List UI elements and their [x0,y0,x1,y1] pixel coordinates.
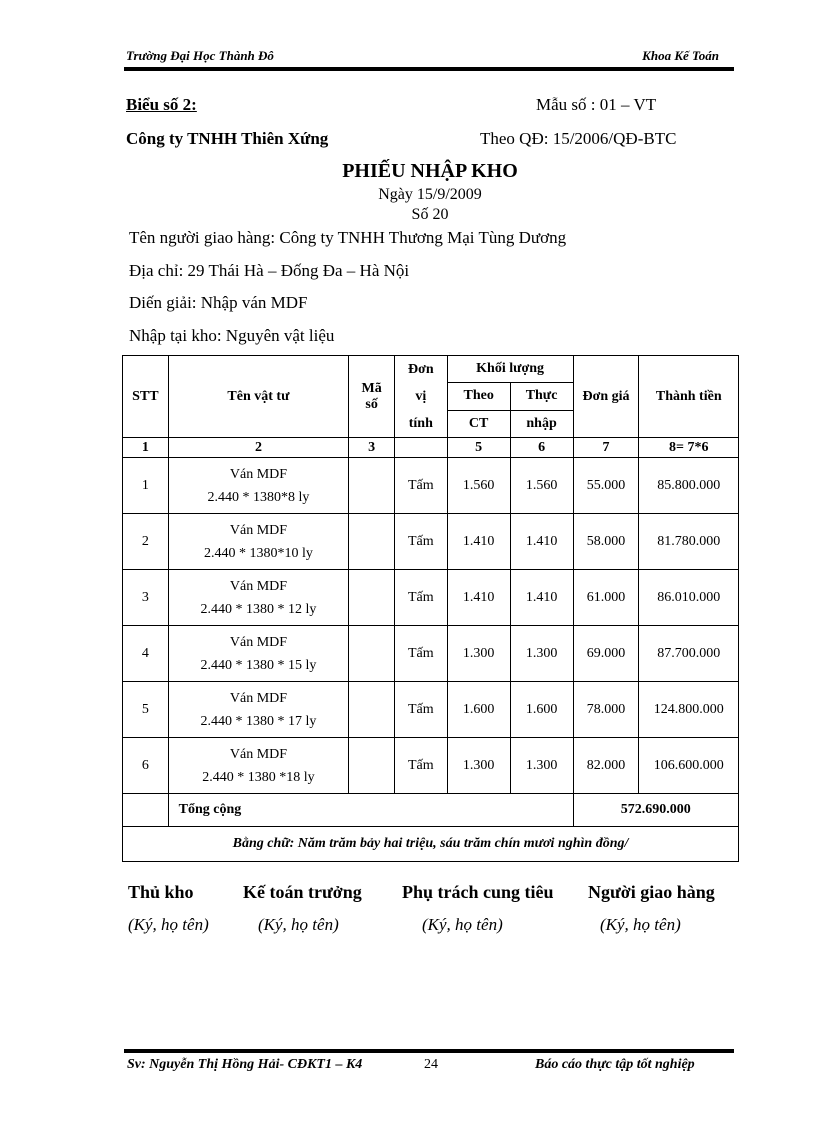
row-qty-doc: 1.300 [447,738,510,794]
header-rule [124,67,734,71]
row-unit: Tấm [394,570,447,626]
row-qty-act: 1.560 [510,458,573,514]
col-code-line1: Mã [361,380,382,396]
row-price: 58.000 [573,514,639,570]
index-cell: 6 [510,438,573,458]
index-cell: 3 [349,438,395,458]
item-size: 2.440 * 1380 *18 ly [202,769,315,785]
signature-note: (Ký, họ tên) [258,915,339,934]
row-qty-act: 1.300 [510,626,573,682]
col-qty-act-top: Thực [510,383,573,410]
footer-rule [124,1049,734,1053]
col-qty-doc-bottom: CT [447,410,510,437]
item-name: Ván MDF [229,746,288,762]
row-qty-act: 1.300 [510,738,573,794]
row-amount: 87.700.000 [639,626,739,682]
item-size: 2.440 * 1380*8 ly [207,489,310,505]
col-qty-doc-top: Theo [447,383,510,410]
page-header [126,48,719,68]
item-size: 2.440 * 1380 * 15 ly [200,657,317,673]
amount-in-words: Bằng chữ: Năm trăm bảy hai triệu, sáu trăm chín mươi nghìn đồng/ [123,827,739,862]
index-cell: 7 [573,438,639,458]
index-row [123,438,739,458]
document-number: Số 20 [411,206,449,223]
row-code [349,626,395,682]
form-label: Biểu số 2: [126,95,197,114]
total-label: Tổng cộng [168,794,573,827]
header-faculty: Khoa Kế Toán [642,48,719,63]
warehouse-line: Nhập tại kho: Nguyên vật liệu [129,326,335,345]
row-price: 55.000 [573,458,639,514]
row-item-name [168,570,349,626]
row-stt: 5 [123,682,169,738]
amount-in-words-row [123,827,739,862]
total-row [123,794,739,827]
col-code [349,356,395,438]
item-name: Ván MDF [229,690,288,706]
col-price: Đơn giá [573,356,639,438]
index-cell: 8= 7*6 [639,438,739,458]
col-stt: STT [123,356,169,438]
signature-storekeeper: Thủ kho [128,882,194,902]
footer-report-title: Báo cáo thực tập tốt nghiệp [535,1057,695,1072]
col-unit-line1: Đơn [407,362,434,377]
signature-note: (Ký, họ tên) [128,915,209,934]
row-code [349,514,395,570]
row-stt: 6 [123,738,169,794]
col-amount: Thành tiền [639,356,739,438]
table-row [123,682,739,738]
row-item-name [168,514,349,570]
row-code [349,458,395,514]
deliverer-line: Tên người giao hàng: Công ty TNHH Thương Mại Tùng Dương [129,228,567,247]
row-item-name [168,626,349,682]
row-qty-doc: 1.410 [447,570,510,626]
col-unit-line2: vị [415,389,427,404]
company-name: Công ty TNHH Thiên Xứng [126,129,329,148]
row-amount: 81.780.000 [639,514,739,570]
item-size: 2.440 * 1380 * 17 ly [200,713,317,729]
item-size: 2.440 * 1380*10 ly [204,545,313,561]
explanation-line: Diến giải: Nhập ván MDF [129,293,308,312]
row-unit: Tấm [394,682,447,738]
row-amount: 106.600.000 [639,738,739,794]
row-unit: Tấm [394,514,447,570]
footer-student: Sv: Nguyễn Thị Hồng Hải- CĐKT1 – K4 [127,1057,363,1072]
receipt-table [122,355,739,862]
item-name: Ván MDF [229,578,288,594]
row-code [349,682,395,738]
index-cell: 5 [447,438,510,458]
item-name: Ván MDF [229,634,288,650]
row-unit: Tấm [394,626,447,682]
table-header-row [123,356,739,383]
address-line: Địa chỉ: 29 Thái Hà – Đống Đa – Hà Nội [129,261,410,280]
row-item-name [168,682,349,738]
table-row [123,458,739,514]
row-code [349,570,395,626]
index-cell: 1 [123,438,169,458]
col-quantity: Khối lượng [447,356,573,383]
row-price: 82.000 [573,738,639,794]
col-unit [394,356,447,438]
index-cell [394,438,447,458]
row-qty-act: 1.600 [510,682,573,738]
row-qty-doc: 1.300 [447,626,510,682]
total-blank [123,794,169,827]
row-stt: 1 [123,458,169,514]
signature-note: (Ký, họ tên) [422,915,503,934]
row-qty-act: 1.410 [510,570,573,626]
row-amount: 85.800.000 [639,458,739,514]
row-amount: 86.010.000 [639,570,739,626]
row-price: 61.000 [573,570,639,626]
row-qty-act: 1.410 [510,514,573,570]
col-qty-act-bottom: nhập [510,410,573,437]
col-unit-line3: tính [408,416,433,431]
row-stt: 3 [123,570,169,626]
row-qty-doc: 1.560 [447,458,510,514]
row-qty-doc: 1.600 [447,682,510,738]
table-row [123,626,739,682]
document-date: Ngày 15/9/2009 [378,186,482,203]
row-qty-doc: 1.410 [447,514,510,570]
row-item-name [168,458,349,514]
item-name: Ván MDF [229,466,288,482]
template-number: Mẫu số : 01 – VT [536,95,657,114]
signature-supply-manager: Phụ trách cung tiêu [402,882,554,902]
header-school: Trường Đại Học Thành Đô [126,48,274,63]
table-row [123,738,739,794]
col-name: Tên vật tư [168,356,349,438]
row-unit: Tấm [394,738,447,794]
signature-note: (Ký, họ tên) [600,915,681,934]
total-amount: 572.690.000 [573,794,738,827]
table-row [123,570,739,626]
signature-chief-accountant: Kế toán trưởng [243,882,362,902]
decision-ref: Theo QĐ: 15/2006/QĐ-BTC [480,129,677,148]
footer-page-number: 24 [424,1057,438,1072]
row-price: 69.000 [573,626,639,682]
row-stt: 2 [123,514,169,570]
signature-deliverer: Người giao hàng [588,882,715,902]
index-cell: 2 [168,438,349,458]
col-code-line2: số [365,396,378,412]
row-amount: 124.800.000 [639,682,739,738]
item-name: Ván MDF [229,522,288,538]
row-item-name [168,738,349,794]
row-stt: 4 [123,626,169,682]
document-title: PHIẾU NHẬP KHO [342,160,518,182]
row-price: 78.000 [573,682,639,738]
row-code [349,738,395,794]
item-size: 2.440 * 1380 * 12 ly [200,601,317,617]
table-row [123,514,739,570]
row-unit: Tấm [394,458,447,514]
